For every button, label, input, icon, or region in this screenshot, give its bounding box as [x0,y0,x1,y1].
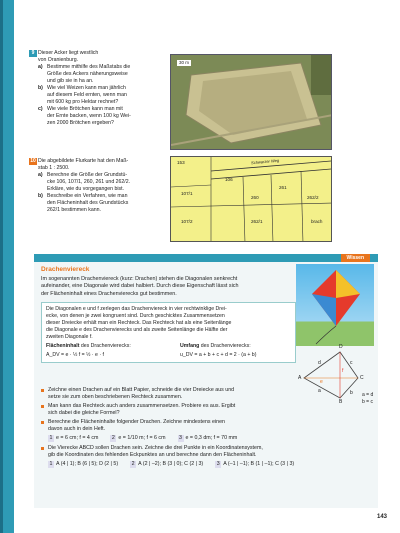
side-label: a [318,388,321,394]
info-intro [41,276,296,298]
subtask-a [38,172,166,193]
vertex-label: A [298,375,302,381]
text-line: den Flächeninhalt des Grundstücks [47,200,129,207]
subtask-b [38,85,166,106]
info-title: Drachenviereck [41,266,90,273]
diagonal-label: f [342,368,344,374]
diagonal-label: e [320,379,323,385]
aerial-photo-field [170,54,332,150]
text-line: der Ernte backen, wenn 100 kg Wei- [47,113,131,120]
task-intro-line: stab 1 : 2500. [38,165,70,172]
subtask-label: c) [38,106,43,113]
list-item [41,419,371,433]
area-formula: A_DV = e · ½ f = ½ · e · f [46,352,104,359]
bullet-marker [41,405,44,408]
text-line: Bestimme mithilfe des Maßstabs die [47,64,131,71]
cadastral-map [170,156,332,242]
info-header-bar [34,254,378,262]
list-item [41,445,371,459]
subtask: 2 e = 1/10 m; f = 6 cm [111,434,166,441]
subtask-a [38,64,166,85]
page-number: 143 [377,514,388,520]
text-line: mit 600 kg pro Hektar rechnet? [47,99,119,106]
parcel-label: 107/1 [181,191,193,196]
bullet-marker [41,421,44,424]
text-line: Größe des Ackers näherungsweise [47,71,128,78]
subtask-row [48,461,371,468]
text-line: davon auch in dein Heft. [48,425,106,432]
task-number: 9 [29,50,37,57]
parcel-label: 260 [251,195,259,200]
text-line: der Flächeninhalt eines Drachenvierecks gut bestimmen. [41,290,177,297]
area-heading: Flächeninhalt des Drachenvierecks: [46,343,131,350]
text-line: Berechne die Flächeninhalte folgender Drachen. Zeichne mindestens einen [48,418,225,425]
text-line: Beschreibe ein Verfahren, wie man [47,193,128,200]
side-label: b [350,390,353,396]
task-intro-line: von Oranienburg. [38,57,79,64]
bullet-marker [41,389,44,392]
text-line: Die Vierecke ABCD sollen Drachen sein. Zeichne die drei Punkte in ein Koordinatensystem, [48,444,263,451]
text-line: Wie viele Brötchen kann man mit [47,106,123,113]
formula-headings [46,343,291,350]
side-label: d [318,360,321,366]
road-label: Schwarzer Weg [250,157,280,166]
subtask: 1 e = 6 cm; f = 4 cm [49,434,99,441]
parcel-label: 106 [225,177,233,182]
text-line: zen 2000 Brötchen ergeben? [47,120,114,127]
parcel-label: 107/2 [181,219,193,224]
scale-label: 30 m [179,60,190,65]
text-line: ecke, von denen je zwei kongruent sind. Durch geschicktes Zusammensetzen [46,313,225,320]
parcel-label: 262/2 [307,195,319,200]
text-line: und gib sie in ha an. [47,78,94,85]
definition-box [41,302,296,363]
list-item [41,403,371,417]
task-intro-line: Die abgebildete Flurkarte hat den Maß- [38,158,129,164]
exercise-list [41,387,374,471]
parcel-label: 262/1 [251,219,263,224]
subtask-label: a) [38,64,43,71]
text-line: Zeichne einen Drachen auf ein Blatt Papier, schneide die vier Dreiecke aus und [48,387,235,393]
subtask-label: b) [38,85,43,92]
equation-label: a = d [362,392,374,398]
perimeter-heading: Umfang des Drachenvierecks: [180,343,251,350]
text-line: Wie viel Weizen kann man jährlich [47,85,126,92]
subtask-row [48,435,371,442]
subtask-label: a) [38,172,43,179]
text-line: Berechne die Größe der Grundstü- [47,172,128,179]
subtask: 1 A (4 | 1); B (6 | 5); D (2 | 5) [49,461,119,468]
parcel-label: 261 [279,185,287,190]
text-line: Erkläre, wie du vorgegangen bist. [47,186,124,193]
task-intro-line: Dieser Acker liegt westlich [38,50,99,56]
formulas [46,352,291,359]
side-label: c [350,360,353,366]
task-number: 10 [30,158,36,164]
aerial-image [171,55,332,150]
parcel-label: brach [311,219,323,224]
subtask: 3 A (–1 | –1); B (1 | –1); C (3 | 3) [216,461,295,468]
vertex-label: C [360,375,364,381]
chapter-tab [0,0,3,533]
parcel-label: 153 [177,160,185,165]
text-line: dieser Dreiecke erhält man ein Rechteck. Das Rechteck hat als eine Seitenlänge [46,320,232,327]
vertex-label: D [339,344,343,350]
text-line: cke 106, 107/1, 260, 261 und 262/2. [47,179,131,186]
text-line: zweiten Diagonale f. [46,334,93,341]
text-line: aufeinander, eine Diagonale wird dabei halbiert. Durch diese Eigenschaft lässt sich [41,283,239,290]
kite-photo [296,264,374,346]
text-line: die Diagonale e des Drachenvierecks und als zweite Seitenlänge die Hälfte der [46,327,228,334]
kite-illustration [296,264,374,346]
knowledge-badge: Wissen [341,254,370,262]
subtask-c [38,106,166,127]
task-9 [31,50,166,127]
text-line: Im sogenannten Drachenviereck (kurz: Drachen) stehen die Diagonalen senkrecht [41,276,238,282]
vertex-label: B [339,399,343,405]
subtask-label: b) [38,193,43,200]
subtask-b [38,193,166,214]
info-box-drachenviereck [34,254,378,508]
text-line: Man kann das Rechteck auch anders zusammensetzen. Probiere es aus. Ergibt [48,402,236,409]
text-line: setze sie zum oben beschriebenen Rechteck zusammen. [48,394,183,401]
text-line: Die Diagonalen e und f zerlegen das Drachenviereck in vier rechtwinklige Drei- [46,306,227,312]
text-line: auf diesem Feld ernten, wenn man [47,92,127,99]
text-line: gib die Koordinaten des fehlenden Eckpunktes an und berechne dann den Flächeninhalt. [48,452,257,459]
bullet-marker [41,447,44,450]
list-item [41,387,374,401]
text-line: sich dabei die gleiche Formel? [48,409,120,416]
subtask: 3 e = 0,3 dm; f = 70 mm [179,434,238,441]
equation-label: b = c [362,399,373,405]
perimeter-formula: u_DV = a + b + c + d = 2 · (a + b) [180,352,257,359]
text-line: 262/1 bestimmen kann. [47,207,101,214]
task-10 [30,158,166,214]
subtask: 2 A (2 | –2); B (3 | 0); C (2 | 3) [131,461,204,468]
